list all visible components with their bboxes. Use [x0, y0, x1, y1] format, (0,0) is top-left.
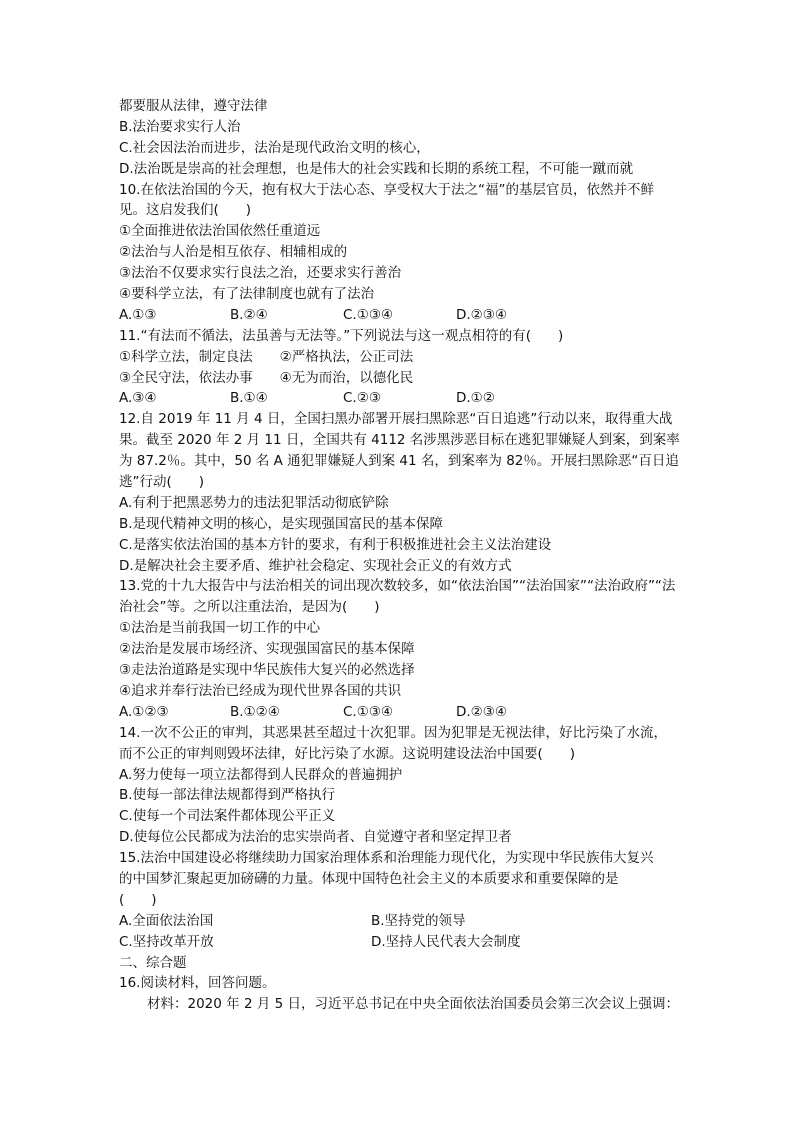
option-b: B.使每一部法律法规都得到严格执行 — [119, 787, 336, 804]
material-text: 材料：2020 年 2 月 5 日，习近平总书记在中央全面依法治国委员会第三次会议上强调： — [147, 996, 679, 1013]
question-10-stem: 10.在依法治国的今天，抱有权大于法心态、享受权大于法之“福”的基层官员，依然并不鲜 — [119, 181, 654, 198]
question-11-stem: 11.“有法而不循法，法虽善与无法等。”下列说法与这一观点相符的有( ) — [119, 327, 564, 344]
option-c: C.社会因法治而进步，法治是现代政治文明的核心， — [119, 139, 430, 156]
document-page — [119, 96, 681, 1015]
question-12-stem: 逃”行动( ) — [119, 474, 205, 491]
option-d: D.坚持人民代表大会制度 — [371, 933, 521, 950]
option-a: A.有利于把黑恶势力的违法犯罪活动彻底铲除 — [119, 494, 389, 511]
option-c: C.②③ — [343, 390, 381, 407]
question-15-options-row — [119, 932, 681, 953]
option-b: B.①②④ — [230, 703, 280, 720]
option-d: D.②③④ — [456, 306, 507, 323]
statement-2: ②法治是发展市场经济、实现强国富民的基本保障 — [119, 641, 415, 658]
statement-4: ④要科学立法，有了法律制度也就有了法治 — [119, 286, 375, 303]
option-a: A.①③ — [119, 306, 157, 323]
option-a: A.③④ — [119, 390, 157, 407]
answer-blank: ( ) — [119, 891, 157, 908]
statement-pair: ③全民守法，依法办事 ④无为而治，以德化民 — [119, 369, 414, 386]
option-c: C.①③④ — [343, 306, 394, 323]
option-b: B.①④ — [230, 390, 268, 407]
question-12-stem: 果。截至 2020 年 2 月 11 日，全国共有 4112 名涉黑涉恶目标在逃犯罪嫌疑人到案，到案率 — [119, 432, 680, 449]
question-15-stem: 的中国梦汇聚起更加磅礴的力量。体现中国特色社会主义的本质要求和重要保障的是 — [119, 870, 619, 887]
statement-3: ③走法治道路是实现中华民族伟大复兴的必然选择 — [119, 662, 415, 679]
option-b: B.②④ — [230, 306, 268, 323]
question-15-options-row — [119, 911, 681, 932]
option-b: B.是现代精神文明的核心，是实现强国富民的基本保障 — [119, 515, 444, 532]
question-13-stem: 治社会”等。之所以注重法治，是因为( ) — [119, 599, 380, 616]
option-d: D.①② — [456, 390, 495, 407]
option-c: C.①③④ — [343, 703, 394, 720]
option-d: D.②③④ — [456, 703, 507, 720]
question-12-stem: 为 87.2％。其中，50 名 A 通犯罪嫌疑人到案 41 名，到案率为 82％。开展扫黑除恶“百日追 — [119, 453, 679, 470]
option-d: D.法治既是崇高的社会理想，也是伟大的社会实践和长期的系统工程，不可能一蹴而就 — [119, 160, 634, 177]
question-15-stem: 15.法治中国建设必将继续助力国家治理体系和治理能力现代化，为实现中华民族伟大复兴 — [119, 850, 654, 867]
question-14-stem: 14.一次不公正的审判，其恶果甚至超过十次犯罪。因为犯罪是无视法律，好比污染了水流， — [119, 724, 667, 741]
statement-4: ④追求并奉行法治已经成为现代世界各国的共识 — [119, 682, 402, 699]
option-b: B.法治要求实行人治 — [119, 118, 241, 135]
statement-pair: ①科学立法，制定良法 ②严格执法，公正司法 — [119, 348, 414, 365]
option-a: A.全面依法治国 — [119, 912, 214, 929]
statement-2: ②法治与人治是相互依存、相辅相成的 — [119, 244, 348, 261]
option-c: C.使每一个司法案件都体现公平正义 — [119, 808, 336, 825]
question-16-stem: 16.阅读材料，回答问题。 — [119, 975, 276, 992]
section-heading: 二、综合题 — [119, 954, 187, 971]
option-a: A.努力使每一项立法都得到人民群众的普遍拥护 — [119, 766, 403, 783]
option-d: D.是解决社会主要矛盾、维护社会稳定、实现社会正义的有效方式 — [119, 557, 512, 574]
question-12-stem: 12.自 2019 年 11 月 4 日，全国扫黑办部署开展扫黑除恶“百日追逃”行动以来，取得重大战 — [119, 411, 673, 428]
question-10-stem: 见。这启发我们( ) — [119, 202, 252, 219]
option-b: B.坚持党的领导 — [371, 912, 466, 929]
statement-1: ①法治是当前我国一切工作的中心 — [119, 620, 321, 637]
option-c: C.坚持改革开放 — [119, 933, 214, 950]
option-c: C.是落实依法治国的基本方针的要求，有利于积极推进社会主义法治建设 — [119, 536, 552, 553]
option-d: D.使每位公民都成为法治的忠实崇尚者、自觉遵守者和坚定捍卫者 — [119, 829, 512, 846]
option-a: A.①②③ — [119, 703, 169, 720]
question-10-options — [119, 305, 681, 326]
question-13-options — [119, 702, 681, 723]
statement-1: ①全面推进依法治国依然任重道远 — [119, 223, 321, 240]
question-13-stem: 13.党的十九大报告中与法治相关的词出现次数较多，如“依法治国”“法治国家”“法治政府”“法 — [119, 578, 676, 595]
question-14-stem: 而不公正的审判则毁坏法律，好比污染了水源。这说明建设法治中国要( ) — [119, 745, 576, 762]
question-11-options — [119, 388, 681, 409]
statement-3: ③法治不仅要求实行良法之治，还要求实行善治 — [119, 265, 402, 282]
text-line: 都要服从法律，遵守法律 — [119, 98, 268, 114]
